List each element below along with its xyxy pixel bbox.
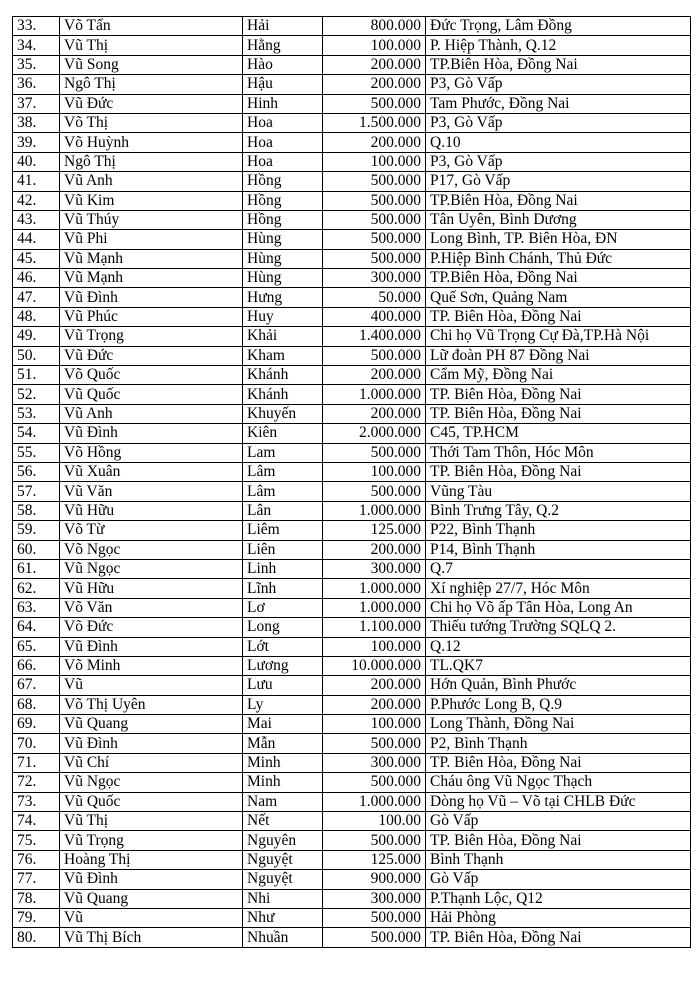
address-cell: Bình Trưng Tây, Q.2	[426, 501, 691, 520]
given-name-cell: Hoa	[243, 113, 323, 132]
given-name-cell: Hải	[243, 17, 323, 36]
row-number-cell: 36.	[13, 75, 60, 94]
amount-cell: 500.000	[323, 831, 426, 850]
address-cell: Tam Phước, Đồng Nai	[426, 94, 691, 113]
table-row	[13, 424, 691, 443]
family-name-cell: Vũ Phi	[60, 230, 243, 249]
given-name-cell: Hằng	[243, 36, 323, 55]
given-name-cell: Lâm	[243, 462, 323, 481]
table-row	[13, 656, 691, 675]
row-number-cell: 54.	[13, 424, 60, 443]
row-number-cell: 35.	[13, 55, 60, 74]
address-cell: P3, Gò Vấp	[426, 113, 691, 132]
given-name-cell: Hưng	[243, 288, 323, 307]
given-name-cell: Lâm	[243, 482, 323, 501]
family-name-cell: Vũ Xuân	[60, 462, 243, 481]
address-cell: TP.Biên Hòa, Đồng Nai	[426, 191, 691, 210]
table-row	[13, 443, 691, 462]
amount-cell: 500.000	[323, 172, 426, 191]
amount-cell: 300.000	[323, 269, 426, 288]
row-number-cell: 63.	[13, 598, 60, 617]
family-name-cell: Vũ Đình	[60, 424, 243, 443]
table-row	[13, 36, 691, 55]
row-number-cell: 37.	[13, 94, 60, 113]
row-number-cell: 53.	[13, 404, 60, 423]
family-name-cell: Vũ Văn	[60, 482, 243, 501]
given-name-cell: Long	[243, 618, 323, 637]
amount-cell: 1.000.000	[323, 501, 426, 520]
table-row	[13, 870, 691, 889]
address-cell: TP. Biên Hòa, Đồng Nai	[426, 753, 691, 772]
row-number-cell: 55.	[13, 443, 60, 462]
donor-table	[12, 16, 691, 948]
table-row	[13, 812, 691, 831]
table-row	[13, 928, 691, 947]
family-name-cell: Võ Quốc	[60, 366, 243, 385]
amount-cell: 300.000	[323, 753, 426, 772]
amount-cell: 500.000	[323, 191, 426, 210]
given-name-cell: Khuyến	[243, 404, 323, 423]
given-name-cell: Mẫn	[243, 734, 323, 753]
table-row	[13, 307, 691, 326]
row-number-cell: 62.	[13, 579, 60, 598]
table-row	[13, 288, 691, 307]
family-name-cell: Võ Đức	[60, 618, 243, 637]
row-number-cell: 43.	[13, 210, 60, 229]
table-row	[13, 366, 691, 385]
address-cell: P17, Gò Vấp	[426, 172, 691, 191]
family-name-cell: Võ Tấn	[60, 17, 243, 36]
family-name-cell: Vũ Đình	[60, 870, 243, 889]
given-name-cell: Kham	[243, 346, 323, 365]
given-name-cell: Mai	[243, 715, 323, 734]
row-number-cell: 33.	[13, 17, 60, 36]
row-number-cell: 45.	[13, 249, 60, 268]
family-name-cell: Vũ Thị Bích	[60, 928, 243, 947]
table-row	[13, 462, 691, 481]
given-name-cell: Nhuần	[243, 928, 323, 947]
row-number-cell: 58.	[13, 501, 60, 520]
row-number-cell: 68.	[13, 695, 60, 714]
table-row	[13, 191, 691, 210]
amount-cell: 1.000.000	[323, 579, 426, 598]
family-name-cell: Hoàng Thị	[60, 850, 243, 869]
family-name-cell: Võ Văn	[60, 598, 243, 617]
address-cell: Q.7	[426, 559, 691, 578]
amount-cell: 500.000	[323, 210, 426, 229]
address-cell: P14, Bình Thạnh	[426, 540, 691, 559]
table-row	[13, 113, 691, 132]
family-name-cell: Võ Thị	[60, 113, 243, 132]
address-cell: TP. Biên Hòa, Đồng Nai	[426, 404, 691, 423]
table-row	[13, 55, 691, 74]
amount-cell: 500.000	[323, 443, 426, 462]
amount-cell: 800.000	[323, 17, 426, 36]
given-name-cell: Hào	[243, 55, 323, 74]
document-page	[12, 16, 690, 948]
family-name-cell: Vũ Đình	[60, 734, 243, 753]
address-cell: Long Thành, Đồng Nai	[426, 715, 691, 734]
family-name-cell: Vũ Chí	[60, 753, 243, 772]
address-cell: P22, Bình Thạnh	[426, 521, 691, 540]
row-number-cell: 71.	[13, 753, 60, 772]
given-name-cell: Hồng	[243, 172, 323, 191]
table-row	[13, 889, 691, 908]
amount-cell: 500.000	[323, 908, 426, 927]
family-name-cell: Vũ Thị	[60, 812, 243, 831]
address-cell: P.Hiệp Bình Chánh, Thủ Đức	[426, 249, 691, 268]
address-cell: TL.QK7	[426, 656, 691, 675]
family-name-cell: Ngô Thị	[60, 152, 243, 171]
address-cell: Chi họ Võ ấp Tân Hòa, Long An	[426, 598, 691, 617]
table-row	[13, 94, 691, 113]
table-row	[13, 753, 691, 772]
family-name-cell: Vũ Hữu	[60, 501, 243, 520]
row-number-cell: 72.	[13, 773, 60, 792]
table-row	[13, 734, 691, 753]
given-name-cell: Hùng	[243, 249, 323, 268]
address-cell: Vũng Tàu	[426, 482, 691, 501]
family-name-cell: Vũ Anh	[60, 404, 243, 423]
family-name-cell: Vũ Đình	[60, 637, 243, 656]
address-cell: Cẩm Mỹ, Đồng Nai	[426, 366, 691, 385]
table-row	[13, 598, 691, 617]
amount-cell: 500.000	[323, 773, 426, 792]
address-cell: Thiếu tướng Trường SQLQ 2.	[426, 618, 691, 637]
amount-cell: 1.500.000	[323, 113, 426, 132]
given-name-cell: Như	[243, 908, 323, 927]
row-number-cell: 77.	[13, 870, 60, 889]
amount-cell: 100.000	[323, 462, 426, 481]
family-name-cell: Vũ Quang	[60, 715, 243, 734]
given-name-cell: Hậu	[243, 75, 323, 94]
amount-cell: 50.000	[323, 288, 426, 307]
address-cell: Gò Vấp	[426, 870, 691, 889]
row-number-cell: 79.	[13, 908, 60, 927]
table-row	[13, 831, 691, 850]
given-name-cell: Hoa	[243, 152, 323, 171]
address-cell: TP. Biên Hòa, Đồng Nai	[426, 462, 691, 481]
family-name-cell: Vũ Ngọc	[60, 773, 243, 792]
given-name-cell: Lương	[243, 656, 323, 675]
address-cell: Bình Thạnh	[426, 850, 691, 869]
given-name-cell: Lam	[243, 443, 323, 462]
row-number-cell: 42.	[13, 191, 60, 210]
amount-cell: 1.000.000	[323, 385, 426, 404]
table-row	[13, 521, 691, 540]
given-name-cell: Lơ	[243, 598, 323, 617]
amount-cell: 200.000	[323, 366, 426, 385]
family-name-cell: Vũ Kim	[60, 191, 243, 210]
table-row	[13, 152, 691, 171]
address-cell: TP. Biên Hòa, Đồng Nai	[426, 307, 691, 326]
amount-cell: 100.000	[323, 36, 426, 55]
table-row	[13, 75, 691, 94]
table-row	[13, 404, 691, 423]
family-name-cell: Võ Huỳnh	[60, 133, 243, 152]
row-number-cell: 74.	[13, 812, 60, 831]
row-number-cell: 78.	[13, 889, 60, 908]
address-cell: P3, Gò Vấp	[426, 75, 691, 94]
given-name-cell: Nết	[243, 812, 323, 831]
family-name-cell: Vũ Anh	[60, 172, 243, 191]
family-name-cell: Vũ Mạnh	[60, 269, 243, 288]
row-number-cell: 56.	[13, 462, 60, 481]
amount-cell: 500.000	[323, 482, 426, 501]
address-cell: Q.12	[426, 637, 691, 656]
address-cell: Quế Sơn, Quảng Nam	[426, 288, 691, 307]
amount-cell: 100.00	[323, 812, 426, 831]
given-name-cell: Khánh	[243, 366, 323, 385]
family-name-cell: Vũ Đức	[60, 94, 243, 113]
given-name-cell: Linh	[243, 559, 323, 578]
amount-cell: 100.000	[323, 637, 426, 656]
address-cell: Gò Vấp	[426, 812, 691, 831]
table-row	[13, 637, 691, 656]
given-name-cell: Nguyên	[243, 831, 323, 850]
amount-cell: 200.000	[323, 676, 426, 695]
family-name-cell: Vũ Song	[60, 55, 243, 74]
given-name-cell: Huy	[243, 307, 323, 326]
address-cell: Chi họ Vũ Trọng Cự Đà,TP.Hà Nội	[426, 327, 691, 346]
address-cell: TP. Biên Hòa, Đồng Nai	[426, 385, 691, 404]
address-cell: Thới Tam Thôn, Hóc Môn	[426, 443, 691, 462]
family-name-cell: Vũ Trọng	[60, 831, 243, 850]
table-row	[13, 172, 691, 191]
given-name-cell: Nguyệt	[243, 850, 323, 869]
address-cell: P. Hiệp Thành, Q.12	[426, 36, 691, 55]
table-row	[13, 385, 691, 404]
row-number-cell: 41.	[13, 172, 60, 191]
address-cell: P3, Gò Vấp	[426, 152, 691, 171]
amount-cell: 300.000	[323, 889, 426, 908]
address-cell: Đức Trọng, Lâm Đồng	[426, 17, 691, 36]
table-row	[13, 676, 691, 695]
amount-cell: 1.000.000	[323, 792, 426, 811]
table-row	[13, 327, 691, 346]
row-number-cell: 69.	[13, 715, 60, 734]
given-name-cell: Hùng	[243, 269, 323, 288]
amount-cell: 2.000.000	[323, 424, 426, 443]
given-name-cell: Hùng	[243, 230, 323, 249]
amount-cell: 500.000	[323, 94, 426, 113]
amount-cell: 200.000	[323, 55, 426, 74]
table-row	[13, 850, 691, 869]
amount-cell: 125.000	[323, 521, 426, 540]
table-row	[13, 269, 691, 288]
family-name-cell: Võ Minh	[60, 656, 243, 675]
row-number-cell: 57.	[13, 482, 60, 501]
row-number-cell: 70.	[13, 734, 60, 753]
given-name-cell: Liên	[243, 540, 323, 559]
row-number-cell: 52.	[13, 385, 60, 404]
family-name-cell: Vũ Đình	[60, 288, 243, 307]
amount-cell: 500.000	[323, 928, 426, 947]
family-name-cell: Vũ Phúc	[60, 307, 243, 326]
given-name-cell: Hồng	[243, 191, 323, 210]
address-cell: Tân Uyên, Bình Dương	[426, 210, 691, 229]
address-cell: P.Thạnh Lộc, Q12	[426, 889, 691, 908]
amount-cell: 300.000	[323, 559, 426, 578]
amount-cell: 200.000	[323, 404, 426, 423]
row-number-cell: 40.	[13, 152, 60, 171]
family-name-cell: Vũ Thị	[60, 36, 243, 55]
donor-table-body	[13, 17, 691, 948]
row-number-cell: 64.	[13, 618, 60, 637]
given-name-cell: Lân	[243, 501, 323, 520]
given-name-cell: Nguyệt	[243, 870, 323, 889]
given-name-cell: Khánh	[243, 385, 323, 404]
table-row	[13, 249, 691, 268]
amount-cell: 500.000	[323, 734, 426, 753]
address-cell: P.Phước Long B, Q.9	[426, 695, 691, 714]
family-name-cell: Võ Từ	[60, 521, 243, 540]
given-name-cell: Liêm	[243, 521, 323, 540]
table-row	[13, 133, 691, 152]
family-name-cell: Ngô Thị	[60, 75, 243, 94]
given-name-cell: Hồng	[243, 210, 323, 229]
row-number-cell: 65.	[13, 637, 60, 656]
row-number-cell: 46.	[13, 269, 60, 288]
given-name-cell: Minh	[243, 753, 323, 772]
amount-cell: 10.000.000	[323, 656, 426, 675]
family-name-cell: Võ Ngọc	[60, 540, 243, 559]
table-row	[13, 695, 691, 714]
table-row	[13, 773, 691, 792]
row-number-cell: 38.	[13, 113, 60, 132]
row-number-cell: 50.	[13, 346, 60, 365]
given-name-cell: Lớt	[243, 637, 323, 656]
family-name-cell: Vũ Trọng	[60, 327, 243, 346]
table-row	[13, 482, 691, 501]
row-number-cell: 47.	[13, 288, 60, 307]
amount-cell: 500.000	[323, 249, 426, 268]
family-name-cell: Võ Thị Uyên	[60, 695, 243, 714]
given-name-cell: Nam	[243, 792, 323, 811]
row-number-cell: 34.	[13, 36, 60, 55]
address-cell: Hớn Quản, Bình Phước	[426, 676, 691, 695]
family-name-cell: Võ Hồng	[60, 443, 243, 462]
amount-cell: 900.000	[323, 870, 426, 889]
table-row	[13, 17, 691, 36]
given-name-cell: Khải	[243, 327, 323, 346]
address-cell: P2, Bình Thạnh	[426, 734, 691, 753]
given-name-cell: Lưu	[243, 676, 323, 695]
address-cell: C45, TP.HCM	[426, 424, 691, 443]
row-number-cell: 67.	[13, 676, 60, 695]
given-name-cell: Nhi	[243, 889, 323, 908]
family-name-cell: Vũ Hữu	[60, 579, 243, 598]
address-cell: Long Bình, TP. Biên Hòa, ĐN	[426, 230, 691, 249]
amount-cell: 100.000	[323, 152, 426, 171]
row-number-cell: 48.	[13, 307, 60, 326]
address-cell: Lữ đoàn PH 87 Đồng Nai	[426, 346, 691, 365]
amount-cell: 125.000	[323, 850, 426, 869]
given-name-cell: Minh	[243, 773, 323, 792]
row-number-cell: 60.	[13, 540, 60, 559]
amount-cell: 200.000	[323, 540, 426, 559]
amount-cell: 1.100.000	[323, 618, 426, 637]
row-number-cell: 39.	[13, 133, 60, 152]
family-name-cell: Vũ Quang	[60, 889, 243, 908]
row-number-cell: 75.	[13, 831, 60, 850]
row-number-cell: 49.	[13, 327, 60, 346]
amount-cell: 200.000	[323, 75, 426, 94]
table-row	[13, 579, 691, 598]
given-name-cell: Kiên	[243, 424, 323, 443]
row-number-cell: 66.	[13, 656, 60, 675]
row-number-cell: 51.	[13, 366, 60, 385]
family-name-cell: Vũ Quốc	[60, 792, 243, 811]
address-cell: TP. Biên Hòa, Đồng Nai	[426, 928, 691, 947]
amount-cell: 500.000	[323, 346, 426, 365]
family-name-cell: Vũ	[60, 676, 243, 695]
family-name-cell: Vũ Thúy	[60, 210, 243, 229]
given-name-cell: Ly	[243, 695, 323, 714]
amount-cell: 100.000	[323, 715, 426, 734]
family-name-cell: Vũ Ngọc	[60, 559, 243, 578]
address-cell: TP. Biên Hòa, Đồng Nai	[426, 831, 691, 850]
given-name-cell: Hoa	[243, 133, 323, 152]
given-name-cell: Lĩnh	[243, 579, 323, 598]
amount-cell: 200.000	[323, 133, 426, 152]
family-name-cell: Vũ Quốc	[60, 385, 243, 404]
address-cell: TP.Biên Hòa, Đồng Nai	[426, 55, 691, 74]
table-row	[13, 230, 691, 249]
row-number-cell: 59.	[13, 521, 60, 540]
row-number-cell: 76.	[13, 850, 60, 869]
amount-cell: 1.000.000	[323, 598, 426, 617]
address-cell: Cháu ông Vũ Ngọc Thạch	[426, 773, 691, 792]
amount-cell: 1.400.000	[323, 327, 426, 346]
family-name-cell: Vũ	[60, 908, 243, 927]
table-row	[13, 908, 691, 927]
family-name-cell: Vũ Đức	[60, 346, 243, 365]
given-name-cell: Hinh	[243, 94, 323, 113]
amount-cell: 200.000	[323, 695, 426, 714]
table-row	[13, 210, 691, 229]
address-cell: Xí nghiệp 27/7, Hóc Môn	[426, 579, 691, 598]
table-row	[13, 715, 691, 734]
table-row	[13, 618, 691, 637]
table-row	[13, 540, 691, 559]
address-cell: Dòng họ Vũ – Võ tại CHLB Đức	[426, 792, 691, 811]
address-cell: Hải Phòng	[426, 908, 691, 927]
row-number-cell: 73.	[13, 792, 60, 811]
row-number-cell: 44.	[13, 230, 60, 249]
table-row	[13, 501, 691, 520]
amount-cell: 500.000	[323, 230, 426, 249]
row-number-cell: 80.	[13, 928, 60, 947]
amount-cell: 400.000	[323, 307, 426, 326]
table-row	[13, 559, 691, 578]
address-cell: Q.10	[426, 133, 691, 152]
row-number-cell: 61.	[13, 559, 60, 578]
table-row	[13, 346, 691, 365]
table-row	[13, 792, 691, 811]
family-name-cell: Vũ Mạnh	[60, 249, 243, 268]
address-cell: TP.Biên Hòa, Đồng Nai	[426, 269, 691, 288]
